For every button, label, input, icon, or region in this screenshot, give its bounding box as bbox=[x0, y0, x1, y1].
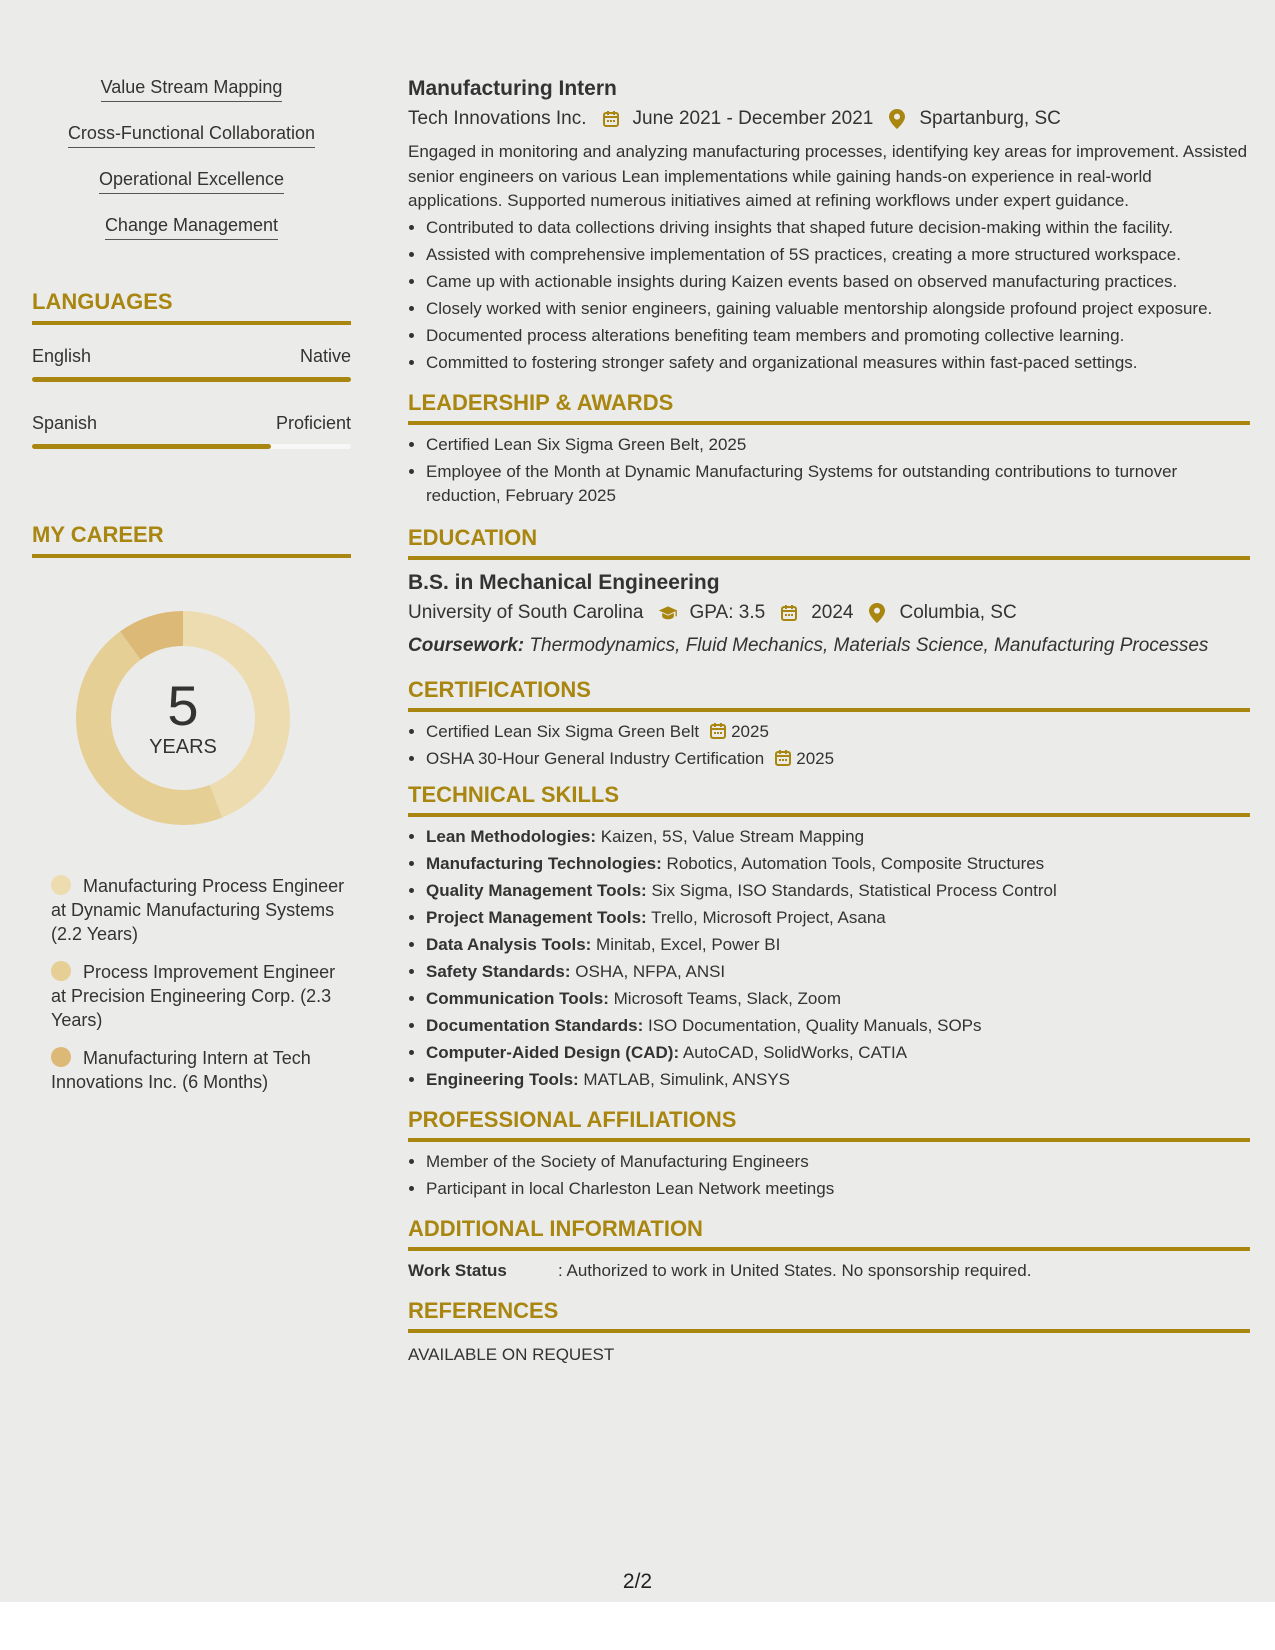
certifications-section bbox=[408, 676, 1250, 771]
career-heading: MY CAREER bbox=[32, 521, 351, 558]
language-bar bbox=[32, 444, 351, 449]
legend-label: Process Improvement Engineer at Precision Engineering Corp. (2.3 Years) bbox=[51, 962, 336, 1030]
career-legend-item bbox=[32, 1046, 351, 1094]
job-meta bbox=[408, 106, 1250, 132]
skill-category: Documentation Standards: bbox=[426, 1015, 644, 1035]
language-bar bbox=[32, 377, 351, 382]
graduation-cap-icon bbox=[658, 603, 678, 623]
certification-year: 2025 bbox=[731, 721, 769, 741]
calendar-icon bbox=[774, 749, 792, 767]
affiliation-item: • Participant in local Charleston Lean Network meetings bbox=[426, 1177, 1250, 1201]
skill-category: Computer-Aided Design (CAD): bbox=[426, 1042, 680, 1062]
job-location: Spartanburg, SC bbox=[919, 108, 1061, 129]
left-column bbox=[32, 76, 351, 1108]
degree-title: B.S. in Mechanical Engineering bbox=[408, 570, 720, 594]
leadership-item: • Certified Lean Six Sigma Green Belt, 2025 bbox=[426, 433, 1250, 457]
job-dates: June 2021 - December 2021 bbox=[632, 108, 874, 129]
leadership-section bbox=[408, 389, 1250, 508]
career-legend-item bbox=[32, 874, 351, 946]
language-bar-fill bbox=[32, 444, 271, 449]
skill-tag: Operational Excellence bbox=[99, 168, 284, 194]
certification-year: 2025 bbox=[796, 748, 835, 768]
skill-values: ISO Documentation, Quality Manuals, SOPs bbox=[643, 1015, 982, 1035]
job-bullets bbox=[408, 216, 1250, 375]
coursework-label: Coursework: bbox=[408, 634, 525, 656]
career-total-unit: YEARS bbox=[149, 736, 217, 758]
right-column bbox=[408, 76, 1250, 1367]
technical-skill-item bbox=[426, 1041, 1250, 1065]
skill-category: Lean Methodologies: bbox=[426, 826, 596, 846]
skill-category: Data Analysis Tools: bbox=[426, 934, 592, 954]
legend-label: Manufacturing Process Engineer at Dynamic Manufacturing Systems (2.2 Years) bbox=[51, 876, 345, 944]
skill-values: MATLAB, Simulink, ANSYS bbox=[578, 1069, 790, 1089]
skill-tag: Change Management bbox=[105, 214, 278, 240]
skill-tag: Cross-Functional Collaboration bbox=[68, 122, 315, 148]
job-bullet: • Came up with actionable insights during Kaizen events based on observed manufacturing practices. bbox=[426, 270, 1250, 294]
certification-name: Certified Lean Six Sigma Green Belt bbox=[426, 721, 700, 741]
technical-skills-heading: TECHNICAL SKILLS bbox=[408, 781, 1250, 817]
technical-skill-item bbox=[426, 1068, 1250, 1092]
skill-tag: Value Stream Mapping bbox=[101, 76, 283, 102]
work-status-value: : Authorized to work in United States. No sponsorship required. bbox=[558, 1260, 1032, 1280]
technical-skill-item bbox=[426, 825, 1250, 849]
legend-dot bbox=[51, 875, 71, 895]
language-bar-fill bbox=[32, 377, 351, 382]
location-pin-icon bbox=[887, 109, 907, 129]
coursework bbox=[408, 634, 1250, 658]
calendar-icon bbox=[779, 603, 799, 623]
technical-skills-section bbox=[408, 781, 1250, 1092]
calendar-icon bbox=[601, 109, 621, 129]
skill-category: Manufacturing Technologies: bbox=[426, 853, 662, 873]
technical-skill-item bbox=[426, 1014, 1250, 1038]
skill-category: Quality Management Tools: bbox=[426, 880, 647, 900]
technical-skills-list bbox=[408, 825, 1250, 1092]
legend-label: Manufacturing Intern at Tech Innovations Inc. (6 Months) bbox=[51, 1048, 311, 1092]
career-legend-item bbox=[32, 960, 351, 1032]
legend-dot bbox=[51, 1047, 71, 1067]
technical-skill-item bbox=[426, 933, 1250, 957]
skill-tags bbox=[32, 76, 351, 260]
certification-item bbox=[426, 720, 1250, 744]
technical-skill-item bbox=[426, 987, 1250, 1011]
work-status-row bbox=[408, 1259, 1250, 1283]
additional-info-section bbox=[408, 1215, 1250, 1283]
skill-values: Robotics, Automation Tools, Composite Structures bbox=[661, 853, 1045, 873]
skill-category: Communication Tools: bbox=[426, 988, 609, 1008]
legend-dot bbox=[51, 961, 71, 981]
leadership-heading: LEADERSHIP & AWARDS bbox=[408, 389, 1250, 425]
school-name: University of South Carolina bbox=[408, 601, 644, 623]
skill-category: Project Management Tools: bbox=[426, 907, 647, 927]
technical-skill-item bbox=[426, 906, 1250, 930]
location-pin-icon bbox=[867, 603, 887, 623]
affiliations-section bbox=[408, 1106, 1250, 1201]
job-bullet: • Assisted with comprehensive implementation of 5S practices, creating a more structured workspace. bbox=[426, 243, 1250, 267]
skill-values: AutoCAD, SolidWorks, CATIA bbox=[679, 1042, 908, 1062]
career-section bbox=[32, 521, 351, 1094]
experience-entry bbox=[408, 76, 1250, 375]
skill-values: OSHA, NFPA, ANSI bbox=[570, 961, 726, 981]
references-text: AVAILABLE ON REQUEST bbox=[408, 1344, 615, 1364]
references-section bbox=[408, 1297, 1250, 1367]
language-level: Proficient bbox=[275, 413, 351, 433]
certification-name: OSHA 30-Hour General Industry Certification bbox=[426, 748, 765, 768]
certifications-heading: CERTIFICATIONS bbox=[408, 676, 1250, 712]
skill-values: Kaizen, 5S, Value Stream Mapping bbox=[596, 826, 865, 846]
job-summary: Engaged in monitoring and analyzing manufacturing processes, identifying key areas for improvement. Assisted senior engineers on various Lean implementations while gaining hands-on experience in real-world applications. Supported numerous initiatives aimed at refining workflows under expert guidance. bbox=[408, 142, 1248, 210]
languages-section bbox=[32, 288, 351, 449]
job-bullet: • Committed to fostering stronger safety and organizational measures within fast-paced settings. bbox=[426, 351, 1250, 375]
technical-skill-item bbox=[426, 852, 1250, 876]
references-heading: REFERENCES bbox=[408, 1297, 1250, 1333]
career-legend bbox=[32, 874, 351, 1094]
language-item bbox=[32, 345, 351, 382]
language-level: Native bbox=[299, 346, 351, 366]
career-total-value: 5 bbox=[167, 674, 199, 737]
school-location: Columbia, SC bbox=[899, 601, 1017, 623]
skill-category: Engineering Tools: bbox=[426, 1069, 579, 1089]
page-number: 2/2 bbox=[622, 1570, 653, 1593]
job-bullet: • Contributed to data collections driving insights that shaped future decision-making within the facility. bbox=[426, 216, 1250, 240]
leadership-item: • Employee of the Month at Dynamic Manufacturing Systems for outstanding contributions to turnover reduction, February 2025 bbox=[426, 460, 1250, 508]
skill-values: Six Sigma, ISO Standards, Statistical Process Control bbox=[646, 880, 1057, 900]
graduation-year: 2024 bbox=[811, 601, 854, 623]
education-section bbox=[408, 524, 1250, 658]
education-meta bbox=[408, 600, 1250, 626]
language-name: Spanish bbox=[32, 413, 98, 433]
company-name: Tech Innovations Inc. bbox=[408, 108, 587, 129]
career-donut bbox=[63, 598, 303, 838]
calendar-icon bbox=[709, 722, 727, 740]
additional-info-heading: ADDITIONAL INFORMATION bbox=[408, 1215, 1250, 1251]
gpa: GPA: 3.5 bbox=[689, 601, 766, 623]
work-status-key: Work Status bbox=[408, 1260, 507, 1280]
education-heading: EDUCATION bbox=[408, 524, 1250, 560]
skill-values: Minitab, Excel, Power BI bbox=[591, 934, 781, 954]
technical-skill-item bbox=[426, 879, 1250, 903]
language-name: English bbox=[32, 346, 92, 366]
certification-item bbox=[426, 747, 1250, 771]
coursework-list: Thermodynamics, Fluid Mechanics, Materials Science, Manufacturing Processes bbox=[524, 634, 1209, 656]
affiliations-heading: PROFESSIONAL AFFILIATIONS bbox=[408, 1106, 1250, 1142]
technical-skill-item bbox=[426, 960, 1250, 984]
skill-category: Safety Standards: bbox=[426, 961, 571, 981]
skill-values: Trello, Microsoft Project, Asana bbox=[646, 907, 886, 927]
job-title: Manufacturing Intern bbox=[408, 77, 617, 100]
languages-heading: LANGUAGES bbox=[32, 288, 351, 325]
job-bullet: • Closely worked with senior engineers, gaining valuable mentorship alongside profound project exposure. bbox=[426, 297, 1250, 321]
skill-values: Microsoft Teams, Slack, Zoom bbox=[608, 988, 841, 1008]
job-bullet: • Documented process alterations benefiting team members and promoting collective learning. bbox=[426, 324, 1250, 348]
affiliation-item: • Member of the Society of Manufacturing Engineers bbox=[426, 1150, 1250, 1174]
language-item bbox=[32, 412, 351, 449]
